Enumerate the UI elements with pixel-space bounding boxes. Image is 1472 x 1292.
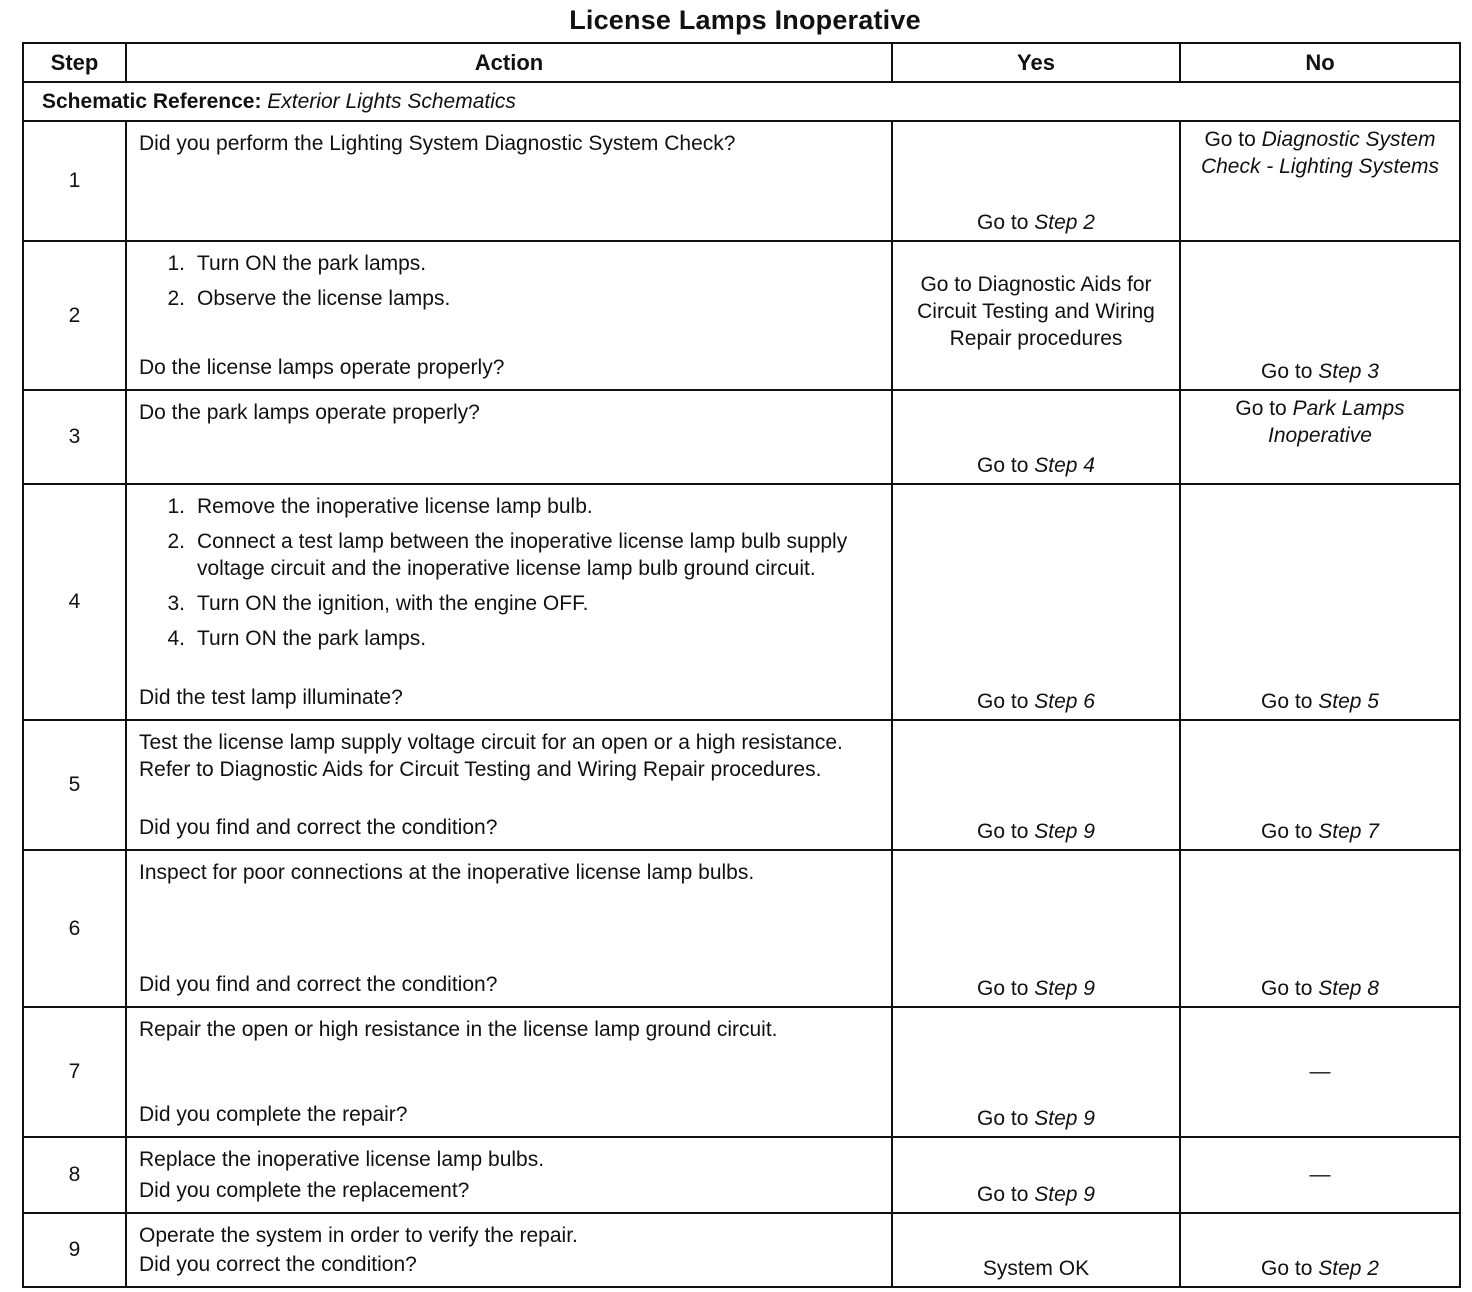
schematic-reference	[23, 82, 1460, 121]
table-row	[23, 390, 1460, 484]
table-row	[23, 1007, 1460, 1137]
instruction-number: 1.	[167, 495, 185, 518]
yes-action[interactable]	[893, 453, 1179, 479]
no-action-dash: —	[1309, 1163, 1331, 1186]
instruction-number: 1.	[167, 252, 185, 275]
yes-prefix: Go to	[977, 211, 1035, 234]
step-number: 2	[23, 241, 126, 390]
no-prefix: Go to	[1261, 690, 1319, 713]
header-no: No	[1180, 43, 1460, 82]
yes-prefix: Go to	[977, 977, 1035, 1000]
question-text: Did you find and correct the condition?	[139, 973, 498, 996]
diagnostic-table	[22, 42, 1461, 1288]
yes-cell	[892, 1137, 1180, 1213]
header-row	[23, 43, 1460, 82]
yes-prefix: Go to	[977, 1183, 1035, 1206]
instruction-text: Repair the open or high resistance in the license lamp ground circuit.	[139, 1018, 778, 1041]
instruction-item	[139, 493, 881, 520]
instruction-text: Inspect for poor connections at the inoperative license lamp bulbs.	[139, 861, 755, 884]
action-cell	[126, 484, 892, 720]
question-text: Did the test lamp illuminate?	[139, 686, 403, 709]
no-action-dash: —	[1309, 1060, 1331, 1083]
yes-prefix: Go to	[977, 820, 1035, 843]
yes-step-link[interactable]: Step 9	[1034, 1183, 1095, 1206]
yes-step-link[interactable]: Step 9	[1034, 977, 1095, 1000]
no-action[interactable]	[1181, 391, 1459, 449]
action-cell	[126, 850, 892, 1007]
yes-action[interactable]	[893, 1256, 1179, 1282]
no-cell	[1180, 484, 1460, 720]
yes-prefix: Go to	[977, 454, 1035, 477]
step-number: 3	[23, 390, 126, 484]
yes-cell	[892, 241, 1180, 390]
yes-prefix: Go to	[977, 1107, 1035, 1130]
yes-action[interactable]	[893, 1106, 1179, 1132]
instruction-text: Remove the inoperative license lamp bulb.	[197, 495, 593, 518]
no-cell	[1180, 241, 1460, 390]
instruction-item	[139, 528, 881, 582]
action-cell	[126, 720, 892, 850]
no-prefix: Go to	[1235, 397, 1293, 420]
yes-step-link[interactable]: Step 6	[1034, 690, 1095, 713]
no-prefix: Go to	[1204, 128, 1262, 151]
step-number: 6	[23, 850, 126, 1007]
step-number: 7	[23, 1007, 126, 1137]
schematic-reference-label: Schematic Reference:	[42, 89, 262, 113]
table-row	[23, 720, 1460, 850]
no-cell	[1180, 1007, 1460, 1137]
yes-action[interactable]	[893, 976, 1179, 1002]
yes-cell	[892, 390, 1180, 484]
no-step-link[interactable]: Step 8	[1318, 977, 1379, 1000]
no-step-link[interactable]: Step 5	[1318, 690, 1379, 713]
no-prefix: Go to	[1261, 360, 1319, 383]
instruction-text: Turn ON the park lamps.	[197, 252, 427, 275]
yes-action[interactable]	[893, 1182, 1179, 1208]
instruction-list	[139, 250, 881, 320]
yes-cell	[892, 1213, 1180, 1287]
no-step-link[interactable]: Diagnostic System Check - Lighting Systems	[1200, 128, 1440, 178]
instruction-number: 2.	[167, 287, 185, 310]
instruction-number: 3.	[167, 592, 185, 615]
step-number: 8	[23, 1137, 126, 1213]
header-action: Action	[126, 43, 892, 82]
yes-action[interactable]	[893, 210, 1179, 236]
instruction-item	[139, 625, 881, 652]
table-row	[23, 850, 1460, 1007]
yes-text: System OK	[982, 1257, 1090, 1280]
instruction-text: Connect a test lamp between the inoperative license lamp bulb supply voltage circuit and the inoperative license lamp bulb ground circuit.	[197, 530, 848, 580]
step-number: 9	[23, 1213, 126, 1287]
no-prefix: Go to	[1261, 1257, 1319, 1280]
no-action[interactable]	[1181, 819, 1459, 845]
question-text: Did you complete the replacement?	[139, 1179, 470, 1202]
no-prefix: Go to	[1261, 977, 1319, 1000]
table-row	[23, 484, 1460, 720]
header-step: Step	[23, 43, 126, 82]
header-yes: Yes	[892, 43, 1180, 82]
no-cell	[1180, 121, 1460, 241]
no-cell	[1180, 390, 1460, 484]
yes-cell	[892, 850, 1180, 1007]
instruction-number: 2.	[167, 530, 185, 553]
action-cell	[126, 390, 892, 484]
instruction-text: Operate the system in order to verify the repair.	[139, 1224, 578, 1247]
instruction-number: 4.	[167, 627, 185, 650]
no-step-link[interactable]: Park Lamps Inoperative	[1268, 397, 1405, 447]
yes-cell	[892, 484, 1180, 720]
instruction-item	[139, 250, 881, 277]
page-title: License Lamps Inoperative	[569, 5, 921, 35]
question-text: Did you find and correct the condition?	[139, 816, 498, 839]
table-row	[23, 121, 1460, 241]
yes-cell	[892, 720, 1180, 850]
action-cell	[126, 1213, 892, 1287]
yes-step-link[interactable]: Step 9	[1034, 1107, 1095, 1130]
no-action[interactable]	[1181, 689, 1459, 715]
no-action[interactable]	[1181, 1256, 1459, 1282]
instruction-text: Observe the license lamps.	[197, 287, 451, 310]
no-step-link[interactable]: Step 2	[1318, 1257, 1379, 1280]
no-step-link[interactable]: Step 3	[1318, 360, 1379, 383]
question-text: Did you complete the repair?	[139, 1103, 408, 1126]
yes-action[interactable]: Go to Diagnostic Aids for Circuit Testing and Wiring Repair procedures	[917, 273, 1155, 350]
step-number: 4	[23, 484, 126, 720]
no-cell	[1180, 1213, 1460, 1287]
schematic-reference-row	[23, 82, 1460, 121]
step-number: 1	[23, 121, 126, 241]
instruction-list	[139, 493, 881, 660]
yes-step-link[interactable]: Step 2	[1034, 211, 1095, 234]
instruction-text: Do the park lamps operate properly?	[139, 401, 480, 424]
instruction-text: Did you perform the Lighting System Diagnostic System Check?	[139, 132, 736, 155]
yes-cell	[892, 1007, 1180, 1137]
instruction-text: Turn ON the ignition, with the engine OFF.	[197, 592, 589, 615]
yes-prefix: Go to	[977, 690, 1035, 713]
yes-action[interactable]	[893, 819, 1179, 845]
schematic-reference-link[interactable]: Exterior Lights Schematics	[267, 89, 516, 113]
yes-step-link[interactable]: Step 4	[1034, 454, 1095, 477]
no-action[interactable]	[1181, 976, 1459, 1002]
question-text: Did you correct the condition?	[139, 1253, 417, 1276]
table-row	[23, 1137, 1460, 1213]
no-prefix: Go to	[1261, 820, 1319, 843]
table-row	[23, 1213, 1460, 1287]
no-cell	[1180, 720, 1460, 850]
no-cell	[1180, 850, 1460, 1007]
no-step-link[interactable]: Step 7	[1318, 820, 1379, 843]
instruction-text: Turn ON the park lamps.	[197, 627, 427, 650]
question-text: Do the license lamps operate properly?	[139, 356, 505, 379]
action-cell	[126, 1007, 892, 1137]
instruction-item	[139, 285, 881, 312]
action-cell	[126, 121, 892, 241]
yes-action[interactable]	[893, 689, 1179, 715]
table-row	[23, 241, 1460, 390]
action-cell	[126, 1137, 892, 1213]
step-number: 5	[23, 720, 126, 850]
instruction-item	[139, 590, 881, 617]
instruction-text: Replace the inoperative license lamp bulbs.	[139, 1148, 545, 1171]
yes-step-link[interactable]: Step 9	[1034, 820, 1095, 843]
yes-cell	[892, 121, 1180, 241]
no-action[interactable]	[1181, 359, 1459, 385]
instruction-text: Test the license lamp supply voltage circuit for an open or a high resistance. Refer to Diagnostic Aids for Circuit Testing and Wiring Repair procedures.	[139, 731, 843, 781]
no-cell	[1180, 1137, 1460, 1213]
action-cell	[126, 241, 892, 390]
no-action[interactable]	[1181, 122, 1459, 180]
